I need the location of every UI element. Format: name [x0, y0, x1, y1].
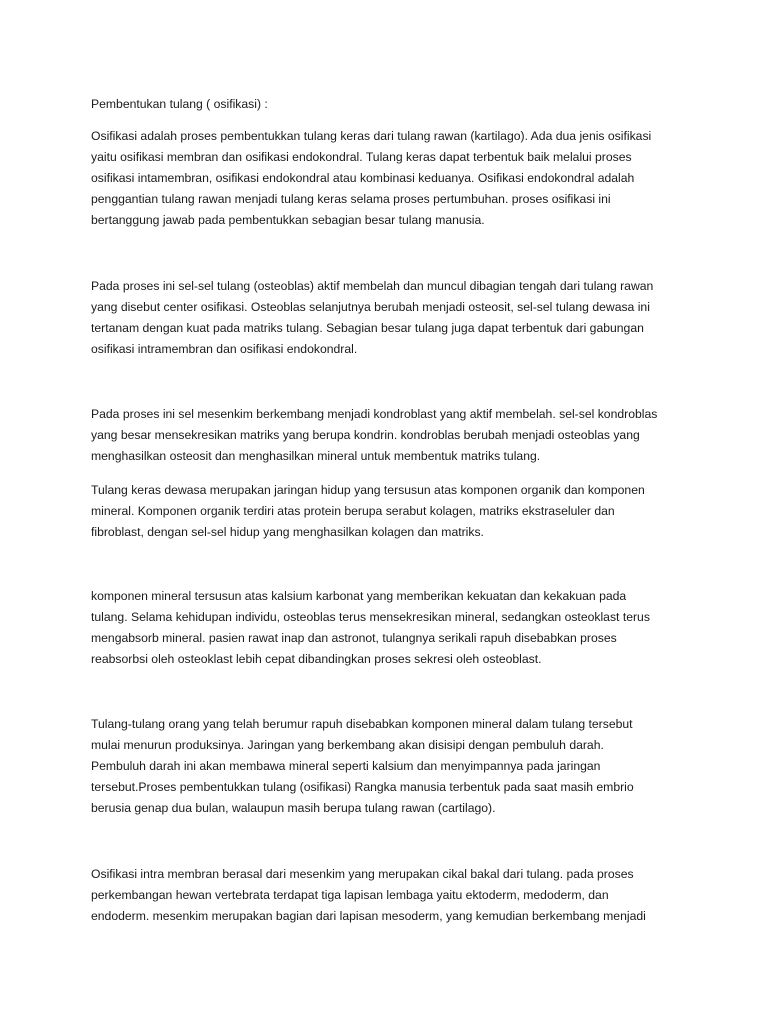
- spacer: [91, 231, 708, 276]
- spacer: [91, 670, 708, 714]
- paragraph-line: fibroblast, dengan sel-sel hidup yang menghasilkan kolagen dan matriks.: [91, 525, 484, 539]
- paragraph-line: Pembuluh darah ini akan membawa mineral seperti kalsium dan menyimpannya pada jaringan: [91, 759, 601, 773]
- paragraph-line: yang disebut center osifikasi. Osteoblas selanjutnya berubah menjadi osteosit, sel-sel tulang dewasa ini: [91, 300, 650, 314]
- paragraph-line: Tulang-tulang orang yang telah berumur rapuh disebabkan komponen mineral dalam tulang tersebut: [91, 717, 633, 731]
- paragraph-6: [91, 714, 708, 819]
- paragraph-line: osifikasi intramembran dan osifikasi endokondral.: [91, 342, 358, 356]
- paragraph-line: osifikasi intamembran, osifikasi endokondral atau kombinasi keduanya. Osifikasi endokondral adalah: [91, 171, 635, 185]
- document-heading: Pembentukan tulang ( osifikasi) :: [91, 97, 268, 111]
- paragraph-line: perkembangan hewan vertebrata terdapat tiga lapisan lembaga yaitu ektoderm, medoderm, dan: [91, 888, 609, 902]
- paragraph-line: yang besar mensekresikan matriks yang berupa kondrin. kondroblas berubah menjadi osteoblas yang: [91, 428, 640, 442]
- paragraph-line: Pada proses ini sel-sel tulang (osteoblas) aktif membelah dan muncul dibagian tengah dari tulang rawan: [91, 279, 654, 293]
- paragraph-line: tulang. Selama kehidupan individu, osteoblas terus mensekresikan mineral, sedangkan osteoklast terus: [91, 610, 650, 624]
- spacer: [91, 543, 708, 586]
- paragraph-2: [91, 276, 708, 360]
- paragraph-line: Osifikasi adalah proses pembentukkan tulang keras dari tulang rawan (kartilago). Ada dua jenis osifikasi: [91, 129, 652, 143]
- paragraph-line: endoderm. mesenkim merupakan bagian dari lapisan mesoderm, yang kemudian berkembang menjadi: [91, 909, 646, 923]
- paragraph-line: Tulang keras dewasa merupakan jaringan hidup yang tersusun atas komponen organik dan komponen: [91, 483, 645, 497]
- paragraph-line: penggantian tulang rawan menjadi tulang keras selama proses pertumbuhan. proses osifikasi ini: [91, 192, 611, 206]
- paragraph-1: [91, 126, 708, 231]
- paragraph-line: tersebut.Proses pembentukkan tulang (osifikasi) Rangka manusia terbentuk pada saat masih embrio: [91, 780, 634, 794]
- paragraph-line: tertanam dengan kuat pada matriks tulang. Sebagian besar tulang juga dapat terbentuk dari gabungan: [91, 321, 644, 335]
- paragraph-line: reabsorbsi oleh osteoklast lebih cepat dibandingkan proses sekresi oleh osteoblast.: [91, 652, 542, 666]
- paragraph-line: berusia genap dua bulan, walaupun masih berupa tulang rawan (cartilago).: [91, 801, 496, 815]
- spacer: [91, 819, 708, 864]
- spacer: [91, 115, 708, 126]
- paragraph-5: [91, 586, 708, 670]
- paragraph-line: bertanggung jawab pada pembentukkan sebagian besar tulang manusia.: [91, 213, 485, 227]
- paragraph-4: [91, 480, 708, 543]
- spacer: [91, 360, 708, 404]
- paragraph-line: mengabsorb mineral. pasien rawat inap dan astronot, tulangnya serikali rapuh disebabkan proses: [91, 631, 617, 645]
- paragraph-line: mineral. Komponen organik terdiri atas protein berupa serabut kolagen, matriks ekstraseluler dan: [91, 504, 615, 518]
- spacer: [91, 467, 708, 480]
- paragraph-line: yaitu osifikasi membran dan osifikasi endokondral. Tulang keras dapat terbentuk baik melalui proses: [91, 150, 632, 164]
- paragraph-line: mulai menurun produksinya. Jaringan yang berkembang akan disisipi dengan pembuluh darah.: [91, 738, 604, 752]
- paragraph-3: [91, 404, 708, 467]
- paragraph-line: Pada proses ini sel mesenkim berkembang menjadi kondroblast yang aktif membelah. sel-sel kondroblas: [91, 407, 658, 421]
- paragraph-line: menghasilkan osteosit dan menghasilkan mineral untuk membentuk matriks tulang.: [91, 449, 541, 463]
- paragraph-line: komponen mineral tersusun atas kalsium karbonat yang memberikan kekuatan dan kekakuan pada: [91, 589, 627, 603]
- paragraph-7: [91, 864, 708, 927]
- paragraph-line: Osifikasi intra membran berasal dari mesenkim yang merupakan cikal bakal dari tulang. pada proses: [91, 867, 634, 881]
